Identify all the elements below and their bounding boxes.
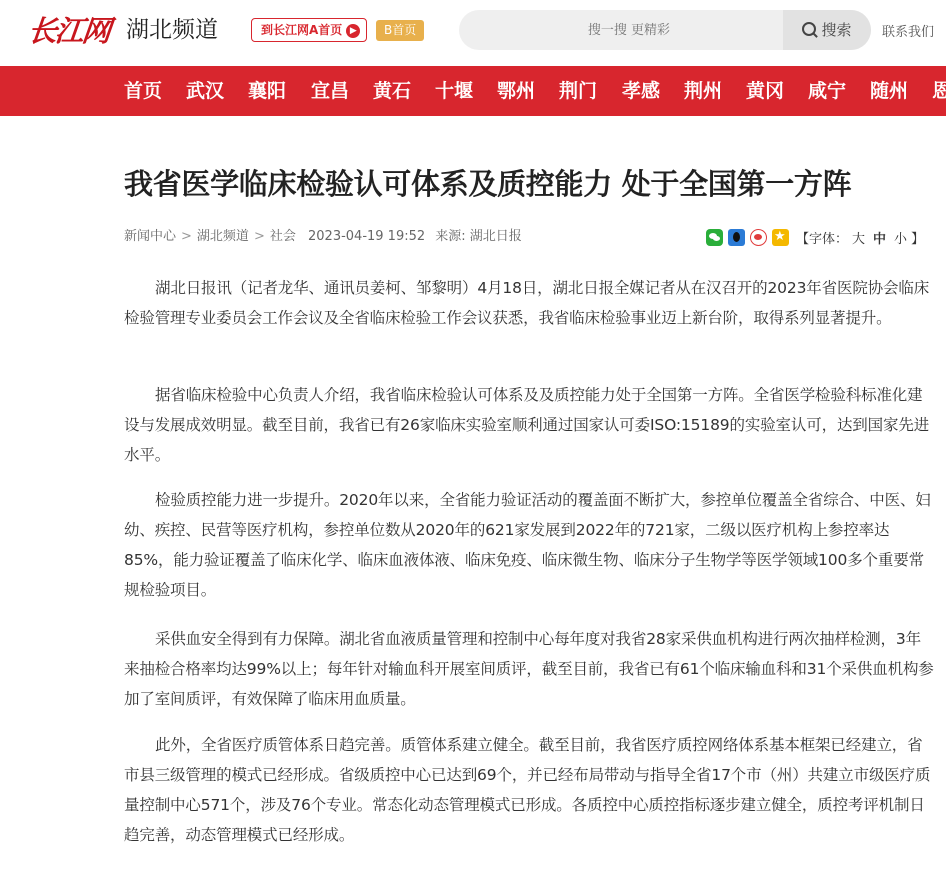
contact-link[interactable]: 联系我们 (882, 25, 935, 40)
qzone-share-icon[interactable] (772, 229, 789, 246)
font-size-label-close: 】 (911, 231, 925, 247)
nav-item-jingzhou[interactable]: 荆州 (684, 80, 723, 102)
nav-item-wuhan[interactable]: 武汉 (186, 80, 225, 102)
font-small-button[interactable]: 小 (894, 231, 908, 247)
qq-share-icon[interactable] (728, 229, 745, 246)
breadcrumb-society[interactable]: 社会 (269, 229, 296, 244)
top-header (0, 0, 946, 64)
nav-item-xianning[interactable]: 咸宁 (808, 80, 847, 102)
arrow-right-icon: ▶ (346, 24, 360, 38)
home-a-label: 到长江网A首页 (261, 23, 343, 37)
site-logo[interactable]: 长江网 (26, 14, 111, 48)
nav-item-yichang[interactable]: 宜昌 (311, 80, 350, 102)
nav-item-huangshi[interactable]: 黄石 (373, 80, 412, 102)
search-input[interactable] (459, 10, 779, 50)
nav-item-xiangyang[interactable]: 襄阳 (248, 80, 287, 102)
breadcrumb-hubei-channel[interactable]: 湖北频道 (196, 229, 249, 244)
search-button[interactable] (783, 10, 871, 50)
article-source: 来源: 湖北日报 (435, 229, 522, 244)
home-b-button[interactable]: B首页 (376, 20, 424, 41)
article-paragraph: 据省临床检验中心负责人介绍，我省临床检验认可体系及及质控能力处于全国第一方阵。全省医学检验科标准化建设与发展成效明显。截至目前，我省已有26家临床实验室顺利通过国家认可委ISO:15189的实验室认可，达到国家先进水平。 (124, 386, 930, 464)
nav-item-ezhou[interactable]: 鄂州 (497, 80, 536, 102)
breadcrumb-separator: > (253, 229, 265, 244)
wechat-share-icon[interactable] (706, 229, 723, 246)
article-meta (124, 227, 522, 247)
nav-item-suizhou[interactable]: 随州 (870, 80, 909, 102)
weibo-share-icon[interactable] (750, 229, 767, 246)
publish-datetime: 2023-04-19 19:52 (308, 229, 426, 244)
channel-title[interactable]: 湖北频道 (126, 17, 218, 43)
article-paragraph: 检验质控能力进一步提升。2020年以来，全省能力验证活动的覆盖面不断扩大，参控单位覆盖全省综合、中医、妇幼、疾控、民营等医疗机构，参控单位数从2020年的621家发展到2022年的721家，二级以医疗机构上参控率达85%，能力验证覆盖了临床化学、临床血液体液、临床免疫、临床微生物、临床分子生物学等医学领域100多个重要常规检验项目。 (124, 491, 931, 599)
breadcrumb-news-center[interactable]: 新闻中心 (124, 229, 177, 244)
font-size-label: 【字体： (796, 231, 849, 247)
article-title: 我省医学临床检验认可体系及质控能力 处于全国第一方阵 (124, 167, 852, 201)
nav-item-xiaogan[interactable]: 孝感 (622, 80, 661, 102)
article-paragraph: 湖北日报讯（记者龙华、通讯员姜柯、邹黎明）4月18日，湖北日报全媒记者从在汉召开的2023年省医院协会临床检验管理专业委员会工作会议及全省临床检验工作会议获悉，我省临床检验事业迈上新台阶，取得系列显著提升。 (124, 279, 930, 327)
search-box (459, 10, 871, 50)
font-large-button[interactable]: 大 (852, 231, 866, 247)
nav-item-jingmen[interactable]: 荆门 (559, 80, 598, 102)
breadcrumb-separator: > (181, 229, 192, 244)
nav-item-huanggang[interactable]: 黄冈 (746, 80, 785, 102)
nav-item-shiyan[interactable]: 十堰 (435, 80, 474, 102)
article-paragraph: 此外，全省医疗质管体系日趋完善。质管体系建立健全。截至目前，我省医疗质控网络体系基本框架已经建立，省市县三级管理的模式已经形成。省级质控中心已达到69个，并已经布局带动与指导全省17个市（州）共建立市级医疗质量控制中心571个，涉及76个专业。常态化动态管理模式已形成。各质控中心质控指标逐步建立健全，质控考评机制日趋完善，动态管理模式已经形成。 (124, 736, 931, 844)
share-bar (706, 227, 924, 247)
font-medium-button[interactable]: 中 (873, 231, 887, 247)
home-a-button[interactable] (251, 18, 367, 42)
nav-item-home[interactable]: 首页 (124, 80, 163, 102)
search-icon (802, 22, 816, 36)
main-nav (0, 66, 951, 116)
search-button-label: 搜索 (821, 21, 852, 39)
nav-item-enshi[interactable]: 恩 (932, 80, 951, 102)
font-size-control (796, 228, 924, 247)
article-paragraph: 采供血安全得到有力保障。湖北省血液质量管理和控制中心每年度对我省28家采供血机构进行两次抽样检测，3年来抽检合格率均达99%以上；每年针对输血科开展室间质评，截至目前，我省已有61个临床输血科和31个采供血机构参加了室间质评，有效保障了临床用血质量。 (124, 630, 934, 708)
